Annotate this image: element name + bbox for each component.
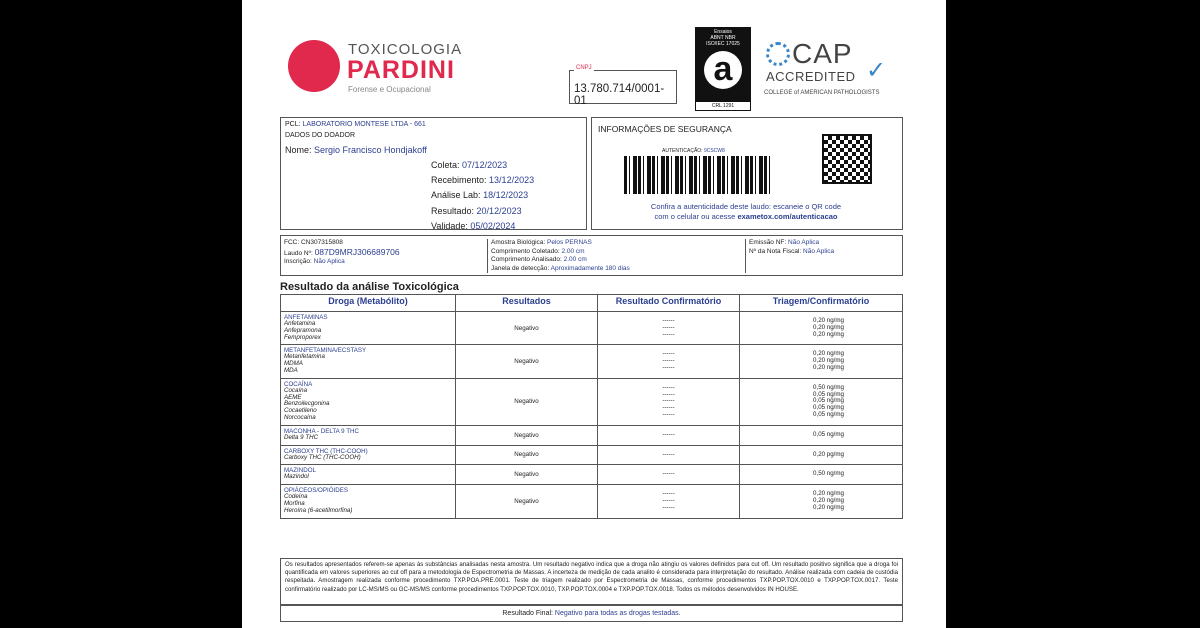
cutoff-value: 0,05 ng/mg — [813, 390, 844, 398]
info-col-3: Emissão NF: Não Aplica Nº da Nota Fiscal: Não Aplica — [745, 239, 834, 273]
drug-item: AEME — [284, 393, 302, 401]
confirmatory-value: ------ — [662, 503, 675, 511]
result-value: Negativo — [514, 398, 539, 406]
donor-heading: DADOS DO DOADOR — [285, 132, 356, 139]
confirmatory-cell — [598, 485, 740, 518]
drug-item: Metanfetamina — [284, 353, 325, 361]
result-cell — [456, 312, 598, 345]
cutoff-value: 0,05 ng/mg — [813, 397, 844, 405]
result-value: Negativo — [514, 451, 539, 459]
col-header: Resultados — [456, 295, 598, 312]
cutoff-value: 0,05 ng/mg — [813, 410, 844, 418]
report-sheet — [242, 0, 946, 628]
drug-cell — [281, 425, 456, 445]
drug-item: MDMA — [284, 360, 303, 368]
logo-line3: Forense e Ocupacional — [348, 85, 431, 94]
drug-cell — [281, 345, 456, 378]
drug-cell — [281, 445, 456, 465]
drug-cell — [281, 312, 456, 345]
pardini-logo-icon — [288, 40, 340, 92]
result-cell — [456, 425, 598, 445]
col-header: Resultado Confirmatório — [598, 295, 740, 312]
confirmatory-value: ------ — [662, 383, 675, 391]
drug-item: Codeína — [284, 493, 308, 501]
date-recebimento: Recebimento: 13/12/2023 — [431, 175, 535, 186]
cutoff-value: 0,20 ng/mg — [813, 503, 844, 511]
cgcre-code: CRL 1291 — [695, 101, 751, 111]
donor-name: Nome: Sergio Francisco Hondjakoff — [285, 145, 427, 155]
cgcre-accreditation-seal — [695, 27, 751, 111]
cgcre-seal-text: Ensaios ABNT NBR ISO/IEC 17025 — [706, 29, 740, 47]
cnpj-value: 13.780.714/0001-01 — [574, 83, 665, 107]
cutoff-value: 0,20 ng/mg — [813, 363, 844, 371]
footnote: Os resultados apresentados referem-se apenas às substâncias analisadas nesta amostra. Um resultado negativo indica que a droga não atingiu os valores definidos para cut off. Um resultado positivo significa que a droga foi quantificada em valores superiores ao cut off para a metodologia de Espectrometria de Massas. A incerteza de medição de cada analito é considerada para interpretação do resultado. Análise realizada com cadeia de custódia respeitada. Amostragem realizada conforme procedimento TXP.POA.PRE.0001. Teste de triagem realizado por Espectrometria de Massas, conforme procedimentos TXP.POP.TOX.0010 e TXP.POP.TOX.0017. Teste confirmatório realizado por LC-MS/MS ou GC-MS/MS conforme procedimentos TXP.POP.TOX.0010, TXP.POP.TOX.0004 e TXP.POP.TOX.0018. Todos os métodos desenvolvidos IN HOUSE. — [280, 558, 903, 605]
cutoff-cell — [740, 445, 903, 465]
drug-class: MAZINDOL — [284, 467, 316, 475]
final-result: Resultado Final: Negativo para todas as drogas testadas. — [280, 605, 903, 622]
table-header-row — [281, 295, 903, 312]
drug-item: Benzoilecgonina — [284, 400, 330, 408]
checkmark-icon: ✓ — [866, 57, 887, 84]
drug-item: Heroína (6-acetilmorfina) — [284, 506, 353, 514]
security-box — [591, 117, 903, 230]
drug-item: Cocaína — [284, 386, 308, 394]
drug-item: Morfina — [284, 499, 305, 507]
cutoff-value: 0,05 ng/mg — [813, 430, 844, 438]
cutoff-cell — [740, 312, 903, 345]
date-resultado: Resultado: 20/12/2023 — [431, 205, 522, 216]
cutoff-value: 0,20 ng/mg — [813, 490, 844, 498]
table-row — [281, 345, 903, 378]
confirmatory-value: ------ — [662, 330, 675, 338]
result-cell — [456, 465, 598, 485]
result-value: Negativo — [514, 324, 539, 332]
result-cell — [456, 445, 598, 465]
result-cell — [456, 345, 598, 378]
date-analise: Análise Lab: 18/12/2023 — [431, 190, 529, 201]
cutoff-value: 0,20 ng/mg — [813, 323, 844, 331]
pcl-line: PCL: LABORATORIO MONTESE LTDA - 661 — [285, 121, 426, 128]
cutoff-value: 0,20 ng/mg — [813, 330, 844, 338]
drug-class: ANFETAMINAS — [284, 314, 328, 321]
cutoff-cell — [740, 378, 903, 425]
result-cell — [456, 485, 598, 518]
confirmatory-cell — [598, 378, 740, 425]
confirmatory-value: ------ — [662, 323, 675, 331]
info-strip — [280, 235, 903, 276]
result-value: Negativo — [514, 497, 539, 505]
drug-item: Carboxy THC (THC-COOH) — [284, 453, 361, 461]
cutoff-value: 0,20 ng/mg — [813, 350, 844, 358]
cap-subtitle: COLLEGE of AMERICAN PATHOLOGISTS — [764, 90, 880, 96]
table-row — [281, 445, 903, 465]
drug-item: MDA — [284, 366, 298, 374]
result-value: Negativo — [514, 358, 539, 366]
drug-item: Mazindol — [284, 473, 309, 481]
security-title: INFORMAÇÕES DE SEGURANÇA — [598, 124, 732, 134]
confirmatory-cell — [598, 425, 740, 445]
barcode — [624, 156, 772, 194]
drug-class: OPIÁCEOS/OPIÓIDES — [284, 487, 348, 495]
confirmatory-value: ------ — [662, 397, 675, 405]
results-table — [280, 294, 903, 519]
drug-class: COCAÍNA — [284, 380, 313, 388]
confirmatory-value: ------ — [662, 496, 675, 504]
cutoff-cell — [740, 465, 903, 485]
info-col-2: Amostra Biológica: Pelos PERNAS Comprimento Coletado: 2.00 cm Comprimento Analisado: 2.00 cm Janela de detecção: Aproximadamente 180 dias — [487, 239, 630, 273]
confirmatory-cell — [598, 345, 740, 378]
confirmatory-value: ------ — [662, 350, 675, 358]
date-validade: Validade: 05/02/2024 — [431, 220, 516, 231]
drug-item: Norcocaína — [284, 413, 316, 421]
logo-line1: TOXICOLOGIA — [348, 41, 463, 58]
confirmatory-cell — [598, 445, 740, 465]
confirmatory-value: ------ — [662, 450, 675, 458]
table-row — [281, 425, 903, 445]
drug-cell — [281, 465, 456, 485]
cap-logo-icon — [766, 42, 790, 66]
info-col-1: FCC: CN307315808 Laudo Nº: 087D9MRJ306689706 Inscrição: Não Aplica — [284, 239, 400, 265]
drug-item: Anfetamina — [284, 320, 316, 327]
drug-class: METANFETAMINA/ECSTASY — [284, 347, 367, 355]
verify-link[interactable]: exametox.com/autenticacao — [737, 212, 838, 221]
confirmatory-value: ------ — [662, 404, 675, 412]
drug-item: Femproporex — [284, 333, 321, 341]
confirmatory-cell — [598, 465, 740, 485]
cutoff-value: 0,20 pg/mg — [813, 450, 844, 458]
auth-code: AUTENTICAÇÃO: 9CSCW8 — [662, 148, 725, 154]
cutoff-cell — [740, 485, 903, 518]
logo-line2: PARDINI — [347, 56, 455, 84]
drug-item: Cocaetileno — [284, 407, 317, 415]
table-row — [281, 485, 903, 518]
cnpj-label: CNPJ — [576, 65, 592, 71]
confirmatory-value: ------ — [662, 490, 675, 498]
cnpj-box — [569, 65, 677, 107]
cutoff-value: 0,20 ng/mg — [813, 317, 844, 324]
table-row — [281, 465, 903, 485]
drug-item: Anfepramona — [284, 326, 322, 334]
cutoff-value: 0,20 ng/mg — [813, 496, 844, 504]
qr-code-icon[interactable] — [822, 134, 872, 184]
confirmatory-value: ------ — [662, 410, 675, 418]
drug-class: CARBOXY THC (THC-COOH) — [284, 447, 368, 455]
date-coleta: Coleta: 07/12/2023 — [431, 160, 508, 170]
table-row — [281, 312, 903, 345]
col-header: Droga (Metabólito) — [281, 295, 456, 312]
dates-list — [431, 158, 534, 234]
confirmatory-value: ------ — [662, 390, 675, 398]
section-title: Resultado da análise Toxicológica — [280, 281, 459, 293]
cutoff-value: 0,50 ng/mg — [813, 470, 844, 478]
confirmatory-cell — [598, 312, 740, 345]
drug-cell — [281, 378, 456, 425]
cgcre-a-icon: a — [704, 51, 742, 89]
col-header: Triagem/Confirmatório — [740, 295, 903, 312]
patient-box — [280, 117, 587, 230]
cutoff-cell — [740, 425, 903, 445]
cutoff-value: 0,50 ng/mg — [813, 383, 844, 391]
confirmatory-value: ------ — [662, 470, 675, 478]
confirmatory-value: ------ — [662, 357, 675, 365]
table-row — [281, 378, 903, 425]
result-value: Negativo — [514, 471, 539, 479]
drug-class: MACONHA - DELTA 9 THC — [284, 427, 359, 435]
cutoff-value: 0,20 ng/mg — [813, 357, 844, 365]
security-note: Confira a autenticidade deste laudo: escaneie o QR code com o celular ou acesse exametox.com/autenticacao — [650, 202, 842, 221]
confirmatory-value: ------ — [662, 430, 675, 438]
confirmatory-value: ------ — [662, 317, 675, 324]
drug-item: Delta 9 THC — [284, 433, 319, 441]
cap-title: CAP — [792, 38, 853, 69]
cutoff-cell — [740, 345, 903, 378]
result-value: Negativo — [514, 431, 539, 439]
drug-cell — [281, 485, 456, 518]
confirmatory-value: ------ — [662, 363, 675, 371]
result-cell — [456, 378, 598, 425]
cap-accredited: ACCREDITED — [766, 69, 856, 84]
cutoff-value: 0,05 ng/mg — [813, 404, 844, 412]
